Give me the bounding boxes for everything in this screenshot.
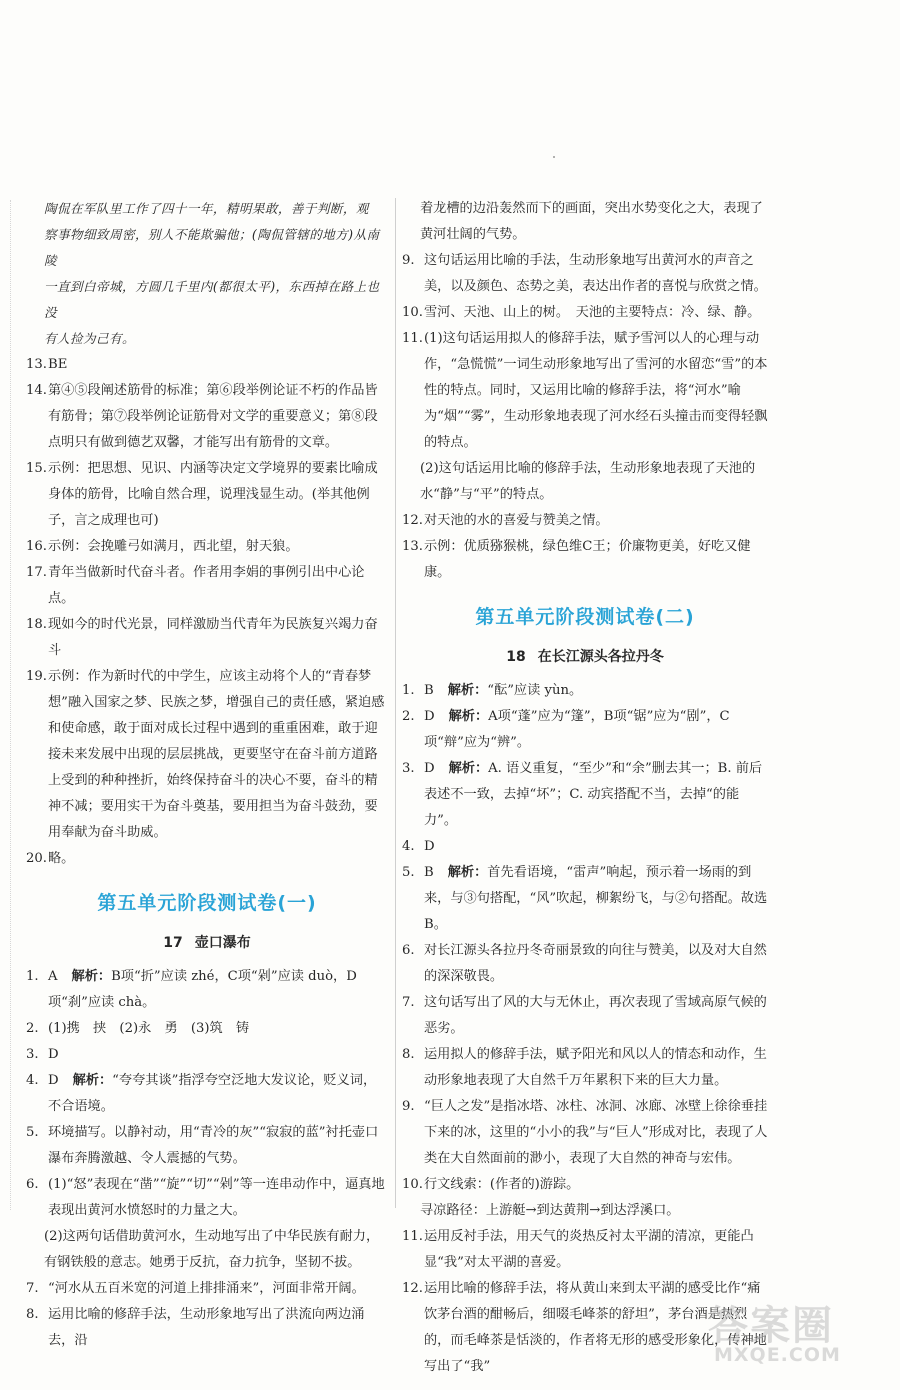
item-body <box>424 990 768 1042</box>
answer-item <box>402 704 768 756</box>
item-body <box>424 938 768 990</box>
item-body <box>48 534 388 560</box>
answer-item <box>402 860 768 938</box>
item-number: 9. <box>402 253 415 268</box>
answer-item <box>26 534 388 560</box>
answer-list <box>26 964 388 1354</box>
item-body <box>48 1042 388 1068</box>
item-number <box>402 1198 420 1224</box>
item-number: 13. <box>26 357 47 372</box>
lesson-name: 在长江源头各拉丹冬 <box>537 649 664 665</box>
item-text: “巨人之发”是指冰塔、冰柱、冰洞、冰廊、冰壁上徐徐垂挂下来的冰，这里的“小小的我”与“巨人”形成对比，表现了人类在大自然面前的渺小，表现了大自然的神奇与宏伟。 <box>424 1099 768 1166</box>
item-text: “夸夸其谈”指浮夸空泛地大发议论，贬义词，不合语境。 <box>48 1073 377 1114</box>
answer-item <box>402 834 768 860</box>
answer-choice: A <box>48 969 58 984</box>
answer-item <box>26 664 388 846</box>
item-body <box>424 248 768 300</box>
answer-item <box>26 1016 388 1042</box>
item-text: 首先看语境，“雷声”响起，预示着一场雨的到来，与③句搭配，“风”吹起，柳絮纷飞，与②句搭配。故选 B。 <box>424 865 768 932</box>
answer-item <box>26 352 388 378</box>
section-title: 第五单元阶段测试卷(一) <box>97 892 317 914</box>
item-number: 4. <box>402 839 415 854</box>
lesson-number: 18 <box>506 649 526 665</box>
item-number: 12. <box>402 513 423 528</box>
item-body <box>424 756 768 834</box>
item-number: 15. <box>26 461 47 476</box>
item-text: 运用反衬手法，用天气的炎热反衬太平湖的清凉，更能凸显“我”对太平湖的喜爱。 <box>424 1229 754 1270</box>
item-text: B项“折”应读 zhé，C项“剁”应读 duò，D项“刹”应读 chà。 <box>48 969 357 1010</box>
item-text: 示例：优质猕猴桃，绿色维C王；价廉物更美，好吃又健康。 <box>424 539 751 580</box>
item-body <box>424 1042 768 1094</box>
answer-item <box>26 1302 388 1354</box>
item-text: 对天池的水的喜爱与赞美之情。 <box>424 513 609 528</box>
answer-item <box>402 990 768 1042</box>
item-text: (1)这句话运用拟人的修辞手法，赋予雪河以人的心理与动作，“急慌慌”一词生动形象地写出了雪河的水留恋“雪”的本性的特点。同时，又运用比喻的修辞手法，将“河水”喻为“烟”“雾”，生动形象地表现了河水经石头撞击而变得轻飘的特点。 <box>424 331 768 450</box>
answer-item <box>402 756 768 834</box>
analysis-label: 解析： <box>447 865 488 880</box>
item-number: 2. <box>26 1021 39 1036</box>
answer-item <box>402 508 768 534</box>
right-column <box>402 196 768 1380</box>
item-body <box>424 860 768 938</box>
item-number: 18. <box>26 617 47 632</box>
answer-choice: B <box>424 683 434 698</box>
item-text: 对长江源头各拉丹冬奇丽景致的向往与赞美，以及对大自然的深深敬畏。 <box>424 943 767 984</box>
item-body <box>424 1094 768 1172</box>
answer-item <box>26 964 388 1016</box>
item-text: “河水从五百米宽的河道上排排涌来”，河面非常开阔。 <box>48 1281 365 1296</box>
answer-item <box>26 846 388 872</box>
answer-item <box>402 1172 768 1198</box>
item-body <box>48 456 388 534</box>
answer-choice: B <box>424 865 434 880</box>
item-body <box>44 1224 388 1276</box>
item-text: (1)携 挟 (2)永 勇 (3)筑 铸 <box>48 1021 250 1036</box>
item-number: 3. <box>26 1047 39 1062</box>
answer-item <box>26 1120 388 1172</box>
item-number: 9. <box>402 1099 415 1114</box>
item-number: 2. <box>402 709 415 724</box>
item-number <box>26 1224 44 1276</box>
item-number: 5. <box>26 1125 39 1140</box>
item-body <box>424 1172 768 1198</box>
answer-item <box>26 378 388 456</box>
lesson-title <box>402 644 768 670</box>
item-text: 运用拟人的修辞手法，赋予阳光和风以人的情态和动作，生动形象地表现了大自然千万年累积下来的巨大力量。 <box>424 1047 767 1088</box>
analysis-label: 解析： <box>71 969 112 984</box>
answer-item <box>402 938 768 990</box>
lesson-number: 17 <box>163 935 183 951</box>
item-text: 现如今的时代光景，同样激励当代青年为民族复兴竭力奋斗 <box>48 617 378 658</box>
item-number: 6. <box>26 1177 39 1192</box>
item-number: 19. <box>26 669 47 684</box>
item-number: 4. <box>26 1073 39 1088</box>
analysis-label: 解析： <box>448 761 489 776</box>
item-number: 7. <box>402 995 415 1010</box>
item-body <box>424 704 768 756</box>
item-text: 雪河、天池、山上的树。 天池的主要特点：冷、绿、静。 <box>424 305 761 320</box>
answer-list <box>402 248 768 586</box>
item-number: 1. <box>402 683 415 698</box>
item-text: BE <box>48 357 68 372</box>
item-body <box>424 300 768 326</box>
item-body <box>48 1016 388 1042</box>
item-number: 6. <box>402 943 415 958</box>
lesson-title <box>26 930 388 956</box>
item-body <box>424 678 768 704</box>
answer-item <box>402 1094 768 1172</box>
item-text: 示例：会挽雕弓如满月，西北望，射天狼。 <box>48 539 299 554</box>
item-body <box>424 834 768 860</box>
answer-item <box>26 1042 388 1068</box>
column-divider <box>395 198 396 1208</box>
answer-item <box>26 1224 388 1276</box>
item-text: 寻凉路径：上游艇→到达黄荆→到达浮溪口。 <box>420 1203 680 1218</box>
answer-item <box>26 1276 388 1302</box>
item-text: “酝”应读 yùn。 <box>487 683 583 698</box>
item-text: 示例：把思想、见识、内涵等决定文学境界的要素比喻成身体的筋骨，比喻自然合理，说理浅显生动。(举其他例子，言之成理也可) <box>48 461 378 528</box>
answer-item <box>402 1198 768 1224</box>
item-text: 环境描写。以静衬动，用“青冷的灰”“寂寂的蓝”衬托壶口瀑布奔腾激越、令人震撼的气势。 <box>48 1125 379 1166</box>
answer-item <box>402 678 768 704</box>
answer-choice: D <box>424 761 435 776</box>
passage-line: 察事物细致周密，别人不能欺骗他；(陶侃管辖的地方)从南陵 <box>44 227 380 268</box>
page-edge-line <box>10 200 11 1210</box>
item-text: A. 语义重复，“至少”和“余”删去其一；B. 前后表述不一致，去掉“坏”；C. 动宾搭配不当，去掉“的能力”。 <box>424 761 763 828</box>
passage-line: 陶侃在军队里工作了四十一年，精明果敢，善于判断，观 <box>44 201 369 216</box>
item-body <box>424 534 768 586</box>
answer-item <box>26 456 388 534</box>
item-text: D <box>48 1047 59 1062</box>
item-text: 运用比喻的修辞手法，将从黄山来到太平湖的感受比作“痛饮茅台酒的酣畅后，细啜毛峰茶的舒坦”，茅台酒是热烈的，而毛峰茶是恬淡的，作者将无形的感受形象化，传神地写出了“我” <box>424 1281 767 1374</box>
item-text: 青年当做新时代奋斗者。作者用李娟的事例引出中心论点。 <box>48 565 365 606</box>
passage-line: 有人捡为己有。 <box>44 331 135 346</box>
item-body <box>48 560 388 612</box>
item-number: 8. <box>26 1307 39 1322</box>
item-text: 行文线索：(作者的)游踪。 <box>424 1177 580 1192</box>
answer-item <box>26 560 388 612</box>
answer-item <box>26 612 388 664</box>
answer-item <box>402 248 768 300</box>
item-body <box>48 352 388 378</box>
item-number: 11. <box>402 331 423 346</box>
answer-item <box>402 456 768 508</box>
item-number: 3. <box>402 761 415 776</box>
item-body <box>420 456 768 508</box>
item-text: 示例：作为新时代的中学生，应该主动将个人的“青春梦想”融入国家之梦、民族之梦，增强自己的责任感，紧迫感和使命感，敢于面对成长过程中遇到的重重困难，敢于迎接未来发展中出现的层层挑战，更要坚守在奋斗前方道路上受到的种种挫折，始终保持奋斗的决心不要，奋斗的精神不减；要用实干为奋斗奠基，要用担当为奋斗鼓劲，要用奉献为奋斗助威。 <box>48 669 385 840</box>
item-text: (2)这句话运用比喻的修辞手法，生动形象地表现了天池的水“静”与“平”的特点。 <box>420 461 756 502</box>
section-title: 第五单元阶段测试卷(二) <box>475 606 695 628</box>
answer-item <box>402 300 768 326</box>
item-body <box>48 1172 388 1224</box>
answer-choice: D <box>424 709 435 724</box>
answer-choice: D <box>48 1073 59 1088</box>
item-text: 这句话运用比喻的手法，生动形象地写出黄河水的声音之美，以及颜色、态势之美，表达出作者的喜悦与欣赏之情。 <box>424 253 767 294</box>
item-number: 13. <box>402 539 423 554</box>
passage-line: 一直到白帝城，方圆几千里内(都很太平)，东西掉在路上也没 <box>44 279 380 320</box>
watermark-text: 答案圈 <box>708 1303 834 1349</box>
item-number: 5. <box>402 865 415 880</box>
item-number: 1. <box>26 969 39 984</box>
left-column <box>26 196 388 1354</box>
item-body <box>48 612 388 664</box>
item-text: 这句话写出了风的大与无休止，再次表现了雪域高原气候的恶劣。 <box>424 995 767 1036</box>
lesson-name: 壶口瀑布 <box>194 935 251 951</box>
item-body <box>424 326 768 456</box>
item-text: 运用比喻的修辞手法，生动形象地写出了洪流向两边涌去，沿 <box>48 1307 365 1348</box>
item-text: (1)“怒”表现在“凿”“旋”“切”“剁”等一连串动作中，逼真地表现出黄河水愤怒时的力量之大。 <box>48 1177 385 1218</box>
item-text: (2)这两句话借助黄河水，生动地写出了中华民族有耐力，有钢铁般的意志。她勇于反抗，奋力抗争，坚韧不拔。 <box>44 1229 380 1270</box>
analysis-label: 解析： <box>448 709 489 724</box>
item-body <box>48 1302 388 1354</box>
item-body <box>48 1068 388 1120</box>
answer-continuation: 着龙槽的边沿轰然而下的画面，突出水势变化之大，表现了黄河壮阔的气势。 <box>420 201 763 242</box>
answer-item <box>402 1224 768 1276</box>
item-text: 略。 <box>48 851 75 866</box>
item-number <box>402 456 420 508</box>
answer-list <box>26 352 388 872</box>
answer-item <box>402 534 768 586</box>
translation-passage <box>26 196 388 352</box>
item-number: 16. <box>26 539 47 554</box>
item-number: 7. <box>26 1281 39 1296</box>
analysis-label: 解析： <box>72 1073 113 1088</box>
watermark-logo <box>708 1294 878 1372</box>
item-body <box>424 508 768 534</box>
item-number: 10. <box>402 305 423 320</box>
item-number: 8. <box>402 1047 415 1062</box>
watermark-url: MXQE.COM <box>714 1344 841 1366</box>
item-body <box>48 1120 388 1172</box>
item-number: 11. <box>402 1229 423 1244</box>
print-dot <box>553 156 555 158</box>
item-body <box>48 846 388 872</box>
item-number: 14. <box>26 383 47 398</box>
item-body <box>48 1276 388 1302</box>
answer-list <box>402 678 768 1380</box>
item-number: 20. <box>26 851 47 866</box>
item-text: D <box>424 839 435 854</box>
item-text: 第④⑤段阐述筋骨的标准；第⑥段举例论证不朽的作品皆有筋骨；第⑦段举例论证筋骨对文学的重要意义；第⑧段点明只有做到德艺双馨，才能写出有筋骨的文章。 <box>48 383 378 450</box>
item-body <box>48 378 388 456</box>
answer-item <box>26 1172 388 1224</box>
item-text: A项“蓬”应为“篷”，B项“锯”应为“剧”，C项“辩”应为“辨”。 <box>424 709 730 750</box>
answer-item <box>26 1068 388 1120</box>
answer-item <box>402 326 768 456</box>
item-number: 12. <box>402 1281 423 1296</box>
item-body <box>424 1224 768 1276</box>
item-body <box>48 964 388 1016</box>
item-body <box>48 664 388 846</box>
analysis-label: 解析： <box>447 683 488 698</box>
item-body <box>420 1198 768 1224</box>
answer-item <box>402 1042 768 1094</box>
item-number: 17. <box>26 565 47 580</box>
item-number: 10. <box>402 1177 423 1192</box>
